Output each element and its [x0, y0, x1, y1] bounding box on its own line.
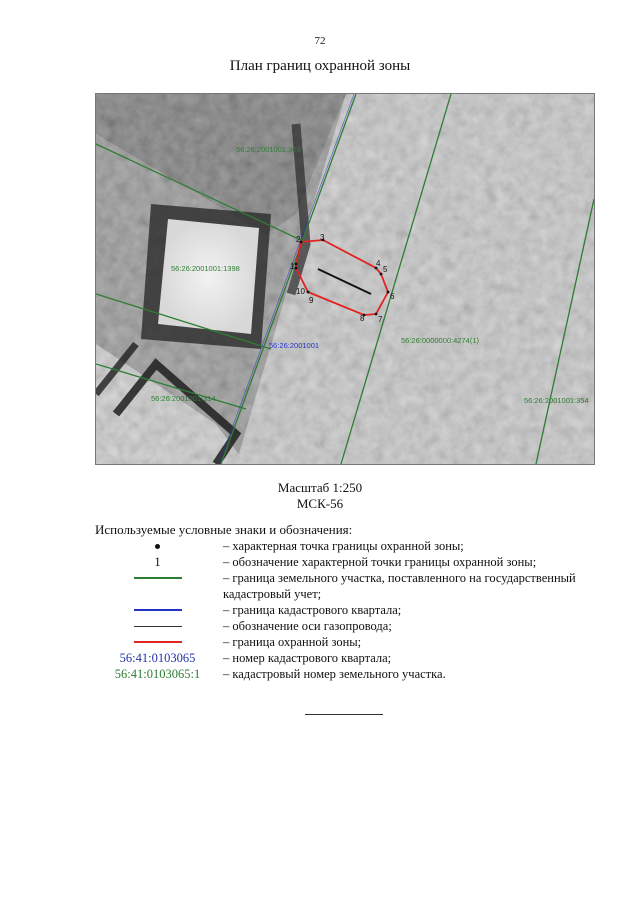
point-label: 9	[309, 296, 314, 305]
point-label: 5	[383, 265, 388, 274]
point-label: 4	[376, 259, 381, 268]
black-line-icon	[134, 626, 182, 627]
legend-item-point-label	[95, 554, 595, 570]
legend-symbol-text: 56:41:0103065:1	[114, 667, 201, 681]
legend-symbol	[95, 554, 220, 570]
legend-text: – обозначение характерной точки границы охранной зоны;	[220, 554, 595, 570]
legend-symbol	[95, 634, 220, 650]
parcel-label: 56:26:2001001:368	[236, 145, 301, 154]
legend-item-point	[95, 538, 595, 554]
point-dot-icon	[155, 544, 160, 549]
legend-symbol	[95, 666, 220, 682]
legend-symbol-text: 56:41:0103065	[119, 651, 196, 665]
point-label: 10	[296, 287, 305, 296]
legend	[95, 538, 595, 682]
protection-zone-map	[95, 93, 595, 465]
crs-text: МСК-56	[296, 496, 344, 511]
scale-text: Масштаб 1:250	[277, 480, 363, 495]
legend-text: – граница земельного участка, поставленного на государственный кадастровый учет;	[220, 570, 595, 602]
page-title: План границ охранной зоны	[229, 58, 411, 74]
quarter-label: 56:26:2001001	[269, 341, 320, 350]
point-label: 3	[320, 233, 325, 242]
boundary-point	[295, 263, 298, 266]
point-label: 1	[290, 262, 295, 271]
point-label: 2	[296, 235, 301, 244]
legend-item-zone-boundary	[95, 634, 595, 650]
boundary-point	[307, 291, 310, 294]
map-canvas	[96, 94, 594, 464]
legend-symbol	[95, 538, 220, 554]
legend-symbol	[95, 618, 220, 634]
legend-text: – кадастровый номер земельного участка.	[220, 666, 595, 682]
map-scale	[0, 480, 640, 512]
legend-text: – номер кадастрового квартала;	[220, 650, 595, 666]
legend-text: – граница охранной зоны;	[220, 634, 595, 650]
boundary-point	[375, 313, 378, 316]
page-number: 72	[314, 35, 326, 47]
legend-item-parcel-number	[95, 666, 595, 682]
parcel-label: 56:26:2001001:1398	[171, 264, 240, 273]
legend-text: – обозначение оси газопровода;	[220, 618, 595, 634]
legend-symbol	[95, 650, 220, 666]
parcel-label: 56:26:0000000:4274(1)	[401, 336, 479, 345]
point-label: 6	[390, 292, 395, 301]
boundary-point	[387, 291, 390, 294]
building-roof	[158, 219, 259, 334]
parcel-label: 56:26:2001001:314	[151, 394, 216, 403]
footer-divider	[305, 714, 383, 715]
point-label: 8	[360, 314, 365, 323]
boundary-point	[380, 273, 383, 276]
legend-title: Используемые условные знаки и обозначения:	[95, 522, 353, 537]
green-line-icon	[134, 577, 182, 579]
legend-item-quarter-boundary	[95, 602, 595, 618]
legend-item-quarter-number	[95, 650, 595, 666]
red-line-icon	[134, 641, 182, 643]
legend-text: – граница кадастрового квартала;	[220, 602, 595, 618]
legend-symbol	[95, 570, 220, 586]
legend-symbol	[95, 602, 220, 618]
boundary-point	[295, 267, 298, 270]
legend-item-gas-axis	[95, 618, 595, 634]
legend-item-parcel-boundary	[95, 570, 595, 602]
legend-symbol-text: 1	[154, 555, 161, 569]
parcel-label: 56:26:2001001:354	[524, 396, 589, 405]
blue-line-icon	[134, 609, 182, 611]
point-label: 7	[378, 315, 383, 324]
legend-text: – характерная точка границы охранной зоны;	[220, 538, 595, 554]
